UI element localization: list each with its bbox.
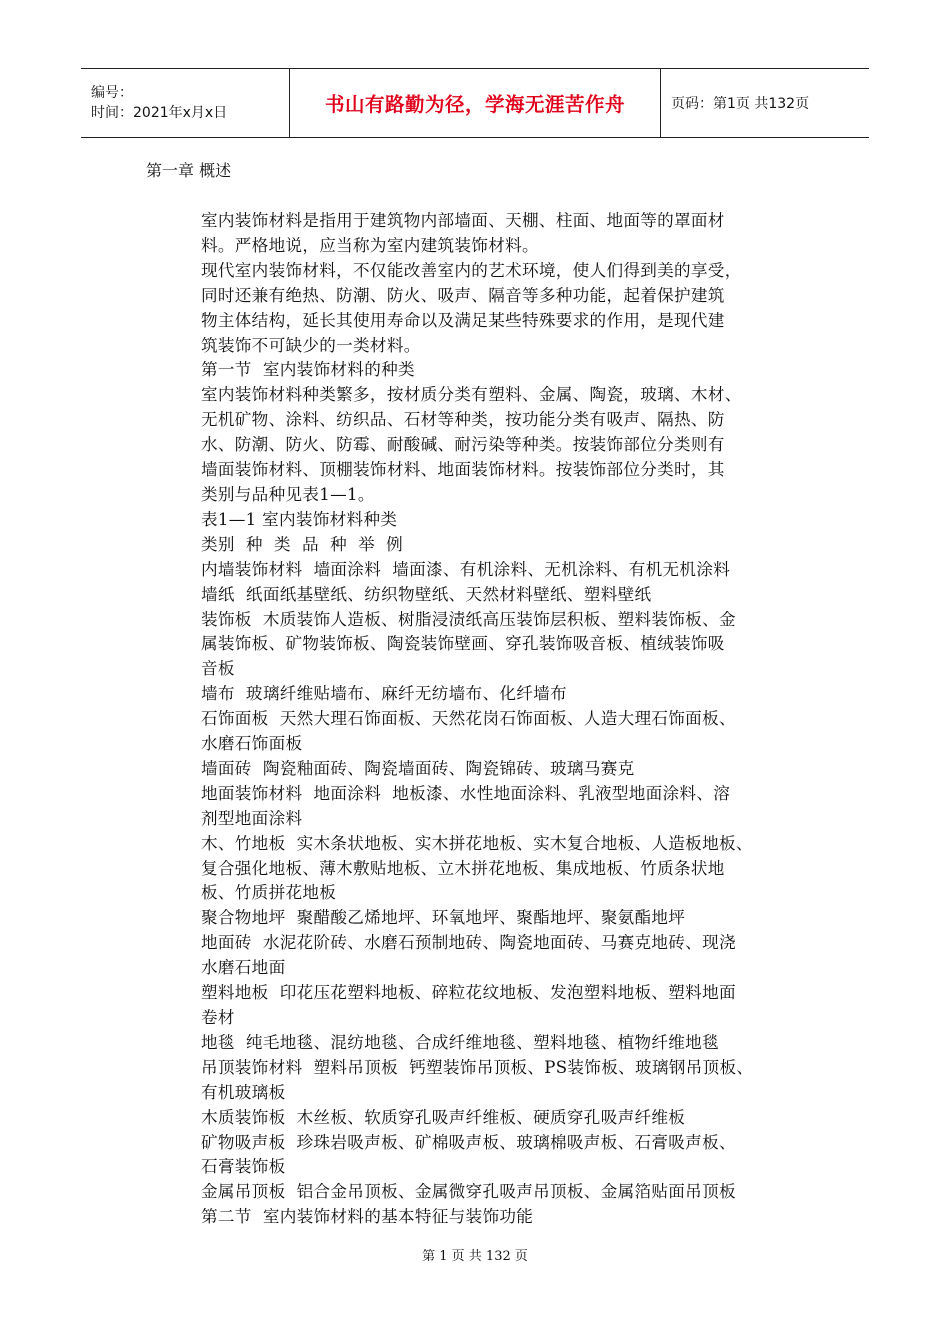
table-row: 金属吊顶板 铝合金吊顶板、金属微穿孔吸声吊顶板、金属箔贴面吊顶板	[201, 1182, 736, 1202]
page-header	[81, 68, 869, 138]
document-body	[201, 209, 826, 1230]
paragraph: 室内装饰材料是指用于建筑物内部墙面、天棚、柱面、地面等的罩面材 料。严格地说，应当称为室内建筑装饰材料。	[201, 211, 725, 255]
table-row: 地面装饰材料 地面涂料 地板漆、水性地面涂料、乳液型地面涂料、溶 剂型地面涂料	[201, 783, 731, 828]
header-meta	[81, 69, 289, 137]
paragraph: 现代室内装饰材料，不仅能改善室内的艺术环境，使人们得到美的享受， 同时还兼有绝热、防潮、防火、吸声、隔音等多种功能，起着保护建筑 物主体结构，延长其使用寿命以及满足某些特殊要求的作用，是现代建 筑装饰不可缺少的一类材料。	[201, 260, 742, 355]
table-row: 墙布 玻璃纤维贴墙布、麻纤无纺墙布、化纤墙布	[201, 684, 567, 704]
page-footer: 第 1 页 共 132 页	[422, 1249, 528, 1264]
table-row: 地面砖 水泥花阶砖、水磨石预制地砖、陶瓷地面砖、马赛克地砖、现浇 水磨石地面	[201, 933, 736, 978]
table-row: 装饰板 木质装饰人造板、树脂浸渍纸高压装饰层积板、塑料装饰板、金 属装饰板、矿物装饰板、陶瓷装饰壁画、穿孔装饰吸音板、植绒装饰吸 音板	[201, 609, 736, 679]
number-label: 编号：	[91, 85, 133, 101]
header-page-info-cell	[661, 69, 809, 137]
table-row: 地毯 纯毛地毯、混纺地毯、合成纤维地毯、塑料地毯、植物纤维地毯	[201, 1032, 719, 1052]
paragraph: 室内装饰材料种类繁多，按材质分类有塑料、金属、陶瓷，玻璃、木材、 无机矿物、涂料、纺织品、石材等种类，按功能分类有吸声、隔热、防 水、防潮、防火、防霉、耐酸碱、耐污染等种类。按装饰部位分类则有 墙面装饰材料、顶棚装饰材料、地面装饰材料。按装饰部位分类时，其 类别与品种见表1—1。	[201, 385, 742, 504]
motto: 书山有路勤为径，学海无涯苦作舟	[324, 93, 625, 116]
table-row: 塑料地板 印花压花塑料地板、碎粒花纹地板、发泡塑料地板、塑料地面 卷材	[201, 983, 736, 1027]
table-row: 墙纸 纸面纸基壁纸、纺织物壁纸、天然材料壁纸、塑料壁纸	[201, 584, 652, 604]
table-row: 矿物吸声板 珍珠岩吸声板、矿棉吸声板、玻璃棉吸声板、石膏吸声板、 石膏装饰板	[201, 1132, 736, 1177]
table-row: 内墙装饰材料 墙面涂料 墙面漆、有机涂料、无机涂料、有机无机涂料	[201, 559, 731, 579]
page-info: 页码：第1页 共132页	[671, 96, 810, 112]
table-row: 聚合物地坪 聚醋酸乙烯地坪、环氧地坪、聚酯地坪、聚氨酯地坪	[201, 908, 686, 928]
chapter-title: 第一章 概述	[146, 161, 232, 180]
table-row: 墙面砖 陶瓷釉面砖、陶瓷墙面砖、陶瓷锦砖、玻璃马赛克	[201, 758, 635, 778]
table-caption: 表1—1 室内装饰材料种类	[201, 509, 398, 529]
section-heading: 第二节 室内装饰材料的基本特征与装饰功能	[201, 1207, 534, 1227]
header-motto-cell	[289, 69, 661, 137]
table-row: 石饰面板 天然大理石饰面板、天然花岗石饰面板、人造大理石饰面板、 水磨石饰面板	[201, 709, 736, 754]
time-label: 时间：2021年x月x日	[91, 105, 228, 121]
section-heading: 第一节 室内装饰材料的种类	[201, 360, 415, 380]
table-row: 木、竹地板 实木条状地板、实木拼花地板、实木复合地板、人造板地板、 复合强化地板、薄木敷贴地板、立木拼花地板、集成地板、竹质条状地 板、竹质拼花地板	[201, 833, 753, 903]
table-row: 木质装饰板 木丝板、软质穿孔吸声纤维板、硬质穿孔吸声纤维板	[201, 1107, 686, 1127]
table-row: 吊顶装饰材料 塑料吊顶板 钙塑装饰吊顶板、PS装饰板、玻璃钢吊顶板、 有机玻璃板	[201, 1057, 754, 1102]
table-header-row: 类别 种 类 品 种 举 例	[201, 534, 404, 554]
